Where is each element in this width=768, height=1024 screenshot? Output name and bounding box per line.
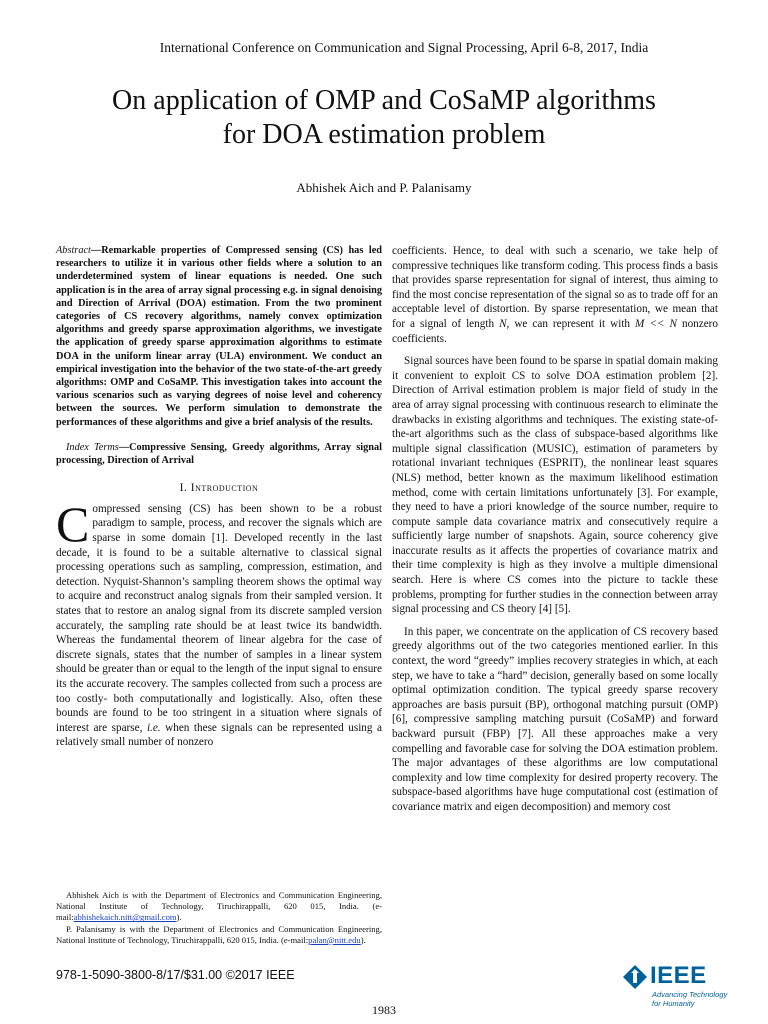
isbn-copyright: 978-1-5090-3800-8/17/$31.00 ©2017 IEEE bbox=[56, 968, 295, 982]
footnotes bbox=[56, 890, 382, 946]
index-terms-label: Index Terms bbox=[66, 441, 119, 453]
intro-text-end: when these signals can be represented using a relatively small number of nonzero bbox=[56, 721, 382, 749]
conference-header: International Conference on Communication and Signal Processing, April 6-8, 2017, India bbox=[159, 40, 649, 55]
ieee-tagline-1: Advancing Technology bbox=[652, 990, 728, 999]
footnote-2 bbox=[56, 924, 382, 946]
author-list: Abhishek Aich and P. Palanisamy bbox=[296, 180, 472, 195]
footnote-1 bbox=[56, 890, 382, 924]
abstract-dash: — bbox=[90, 245, 102, 256]
variable-n: N bbox=[499, 317, 507, 330]
paper-title bbox=[40, 84, 728, 152]
title-line-2: for DOA estimation problem bbox=[222, 119, 546, 150]
abstract-label: Abstract bbox=[56, 245, 91, 256]
footnote-2-end: ). bbox=[360, 934, 366, 945]
footnote-1-text: Abhishek Aich is with the Department of Electronics and Communication Engineering, National Institute of Technology, Tiruchirappalli, 620 015, India. (e-mail: bbox=[56, 890, 382, 923]
right-paragraph-2: Signal sources have been found to be sparse in spatial domain making it convenient to exploit CS to solve DOA estimation problem [2]. Direction of Arrival estimation problem is major field of study in the area of array signal processing with continuous research to eliminate the drawbacks in existing algorithms and techniques. The existing state-of-the-art algorithms such as the class of subspace-based algorithms like multiple signal classification (MUSIC), estimation of parameters by rotational invariant techniques (ESPRIT), the nonlinear least squares (NLS) method, better known as the maximum likelihood estimation method, come with certain limitations unfortunately [3]. For example, they need to have a priori knowledge of the source number, require to compute sample data covariance matrix and consecutively require a sufficiently large number of snapshots. Again, source coherency give inaccurate results as it affects the properties of covariance matrix and their time complexity is high as they involve a multiple dimensional search. Here is where CS comes into the picture to tackle these problems, prompting for further studies in the connection between array signal processing and CS theory [4] [5]. bbox=[392, 355, 718, 616]
index-terms-dash: — bbox=[118, 441, 130, 453]
index-terms bbox=[56, 441, 382, 467]
intro-text: ompressed sensing (CS) has been shown to be a robust paradigm to sample, process, and recover the signals which are sparse in some domain [1]. Developed recently in the last decade, it is found to be a suitable alternative to classical signal processing operations such as sampling, compression, estimation, and detection. Nyquist-Shannon’s sampling theorem shows the optimal way to acquire and reconstruct analog signals from their sampled version. It states that to restore an analog signal from its discrete sampled version accurately, the sampling rate should be at least twice its bandwidth. Whereas the fundamental theorem of linear algebra for the case of discrete signals, states that the number of samples in a linear system should be greater than or equal to the length of the input signal to ensure its the accurate recovery. The samples collected from such a process are too costly- both computationally and logistically. Also, often these bounds are found to be too stringent in a situation where signals of interest are sparse, bbox=[56, 502, 382, 734]
ieee-wordmark: IEEE bbox=[650, 962, 707, 989]
title-line-1: On application of OMP and CoSaMP algorithms bbox=[112, 85, 656, 116]
left-column bbox=[56, 244, 382, 750]
abstract-body: Remarkable properties of Compressed sensing (CS) has led researchers to utilize it in various other fields where a solution to an underdetermined system of linear equations is needed. One such application is in the area of array signal processing e.g. in signal denoising and Direction of Arrival (DOA) estimation. From the two prominent categories of CS recovery algorithms, namely convex optimization algorithms and greedy sparse approximation algorithms, we investigate the application of greedy sparse approximation algorithms to estimate DOA in the uniform linear array (ULA) environment. We conduct an empirical investigation into the behavior of the two state-of-the-art greedy algorithms: OMP and CoSaMP. This investigation takes into account the various scenarios such as varying degrees of noise level and coherency between the sources. We perform simulation to demonstrate the performances of these algorithms and give a brief analysis of the results. bbox=[56, 245, 382, 428]
index-terms-body: Compressive Sensing, Greedy algorithms, Array signal processing, Direction of Arrival bbox=[56, 441, 382, 467]
ieee-diamond-icon bbox=[622, 964, 648, 990]
section-heading bbox=[56, 481, 382, 496]
intro-ie: i.e. bbox=[146, 721, 161, 734]
section-number: I. bbox=[179, 482, 188, 495]
footnote-2-text: P. Palanisamy is with the Department of Electronics and Communication Engineering, National Institute of Technology, Tiruchirappalli, 620 015, India. (e-mail: bbox=[56, 923, 382, 945]
right-p1-text-3: nonzero coefficients. bbox=[392, 317, 719, 345]
intro-paragraph bbox=[56, 495, 382, 750]
page-number: 1983 bbox=[372, 1003, 396, 1017]
ieee-tagline-2: for Humanity bbox=[652, 999, 695, 1008]
footnote-1-email-link[interactable]: abhishekaich.nitt@gmail.com bbox=[73, 912, 177, 923]
variable-m: M << N bbox=[635, 317, 677, 330]
right-p1-text: coefficients. Hence, to deal with such a scenario, we take help of compressive techniques like transform coding. This process finds a basis that provides sparse representation for signal of interest, thus aiming to find the most concise representation of the signal so as to trade off for an acceptable level of distortion. By sparse representation, we mean that for a signal of length bbox=[392, 245, 718, 330]
right-p1-text-2: , we can represent it with bbox=[506, 317, 631, 330]
abstract bbox=[56, 244, 382, 429]
footnote-2-email-link[interactable]: palan@nitt.edu bbox=[308, 934, 361, 945]
right-paragraph-3: In this paper, we concentrate on the application of CS recovery based greedy algorithms out of the two categories mentioned earlier. In this context, the word “greedy” implies recovery strategies in which, at each step, we have to take a “hard” decision, generally based on some locally optimal optimization condition. The typical greedy sparse recovery approaches are basis pursuit (BP), orthogonal matching pursuit (OMP) [6], compressive sampling matching pursuit (CoSaMP) and forward backward pursuit (FBP) [7]. All these approaches make a very compelling and favorable case for solving the DOA estimation problem. The major advantages of these algorithms are low computational complexity and low time complexity for desired property recovery. The subspace-based algorithms have huge computational cost (estimation of covariance matrix and eigen decomposition) and memory cost bbox=[392, 625, 718, 813]
right-paragraph-1 bbox=[392, 244, 718, 346]
section-title: Introduction bbox=[190, 482, 259, 495]
footnote-1-end: ). bbox=[176, 912, 182, 923]
right-column bbox=[392, 244, 718, 815]
drop-cap: C bbox=[56, 495, 90, 552]
